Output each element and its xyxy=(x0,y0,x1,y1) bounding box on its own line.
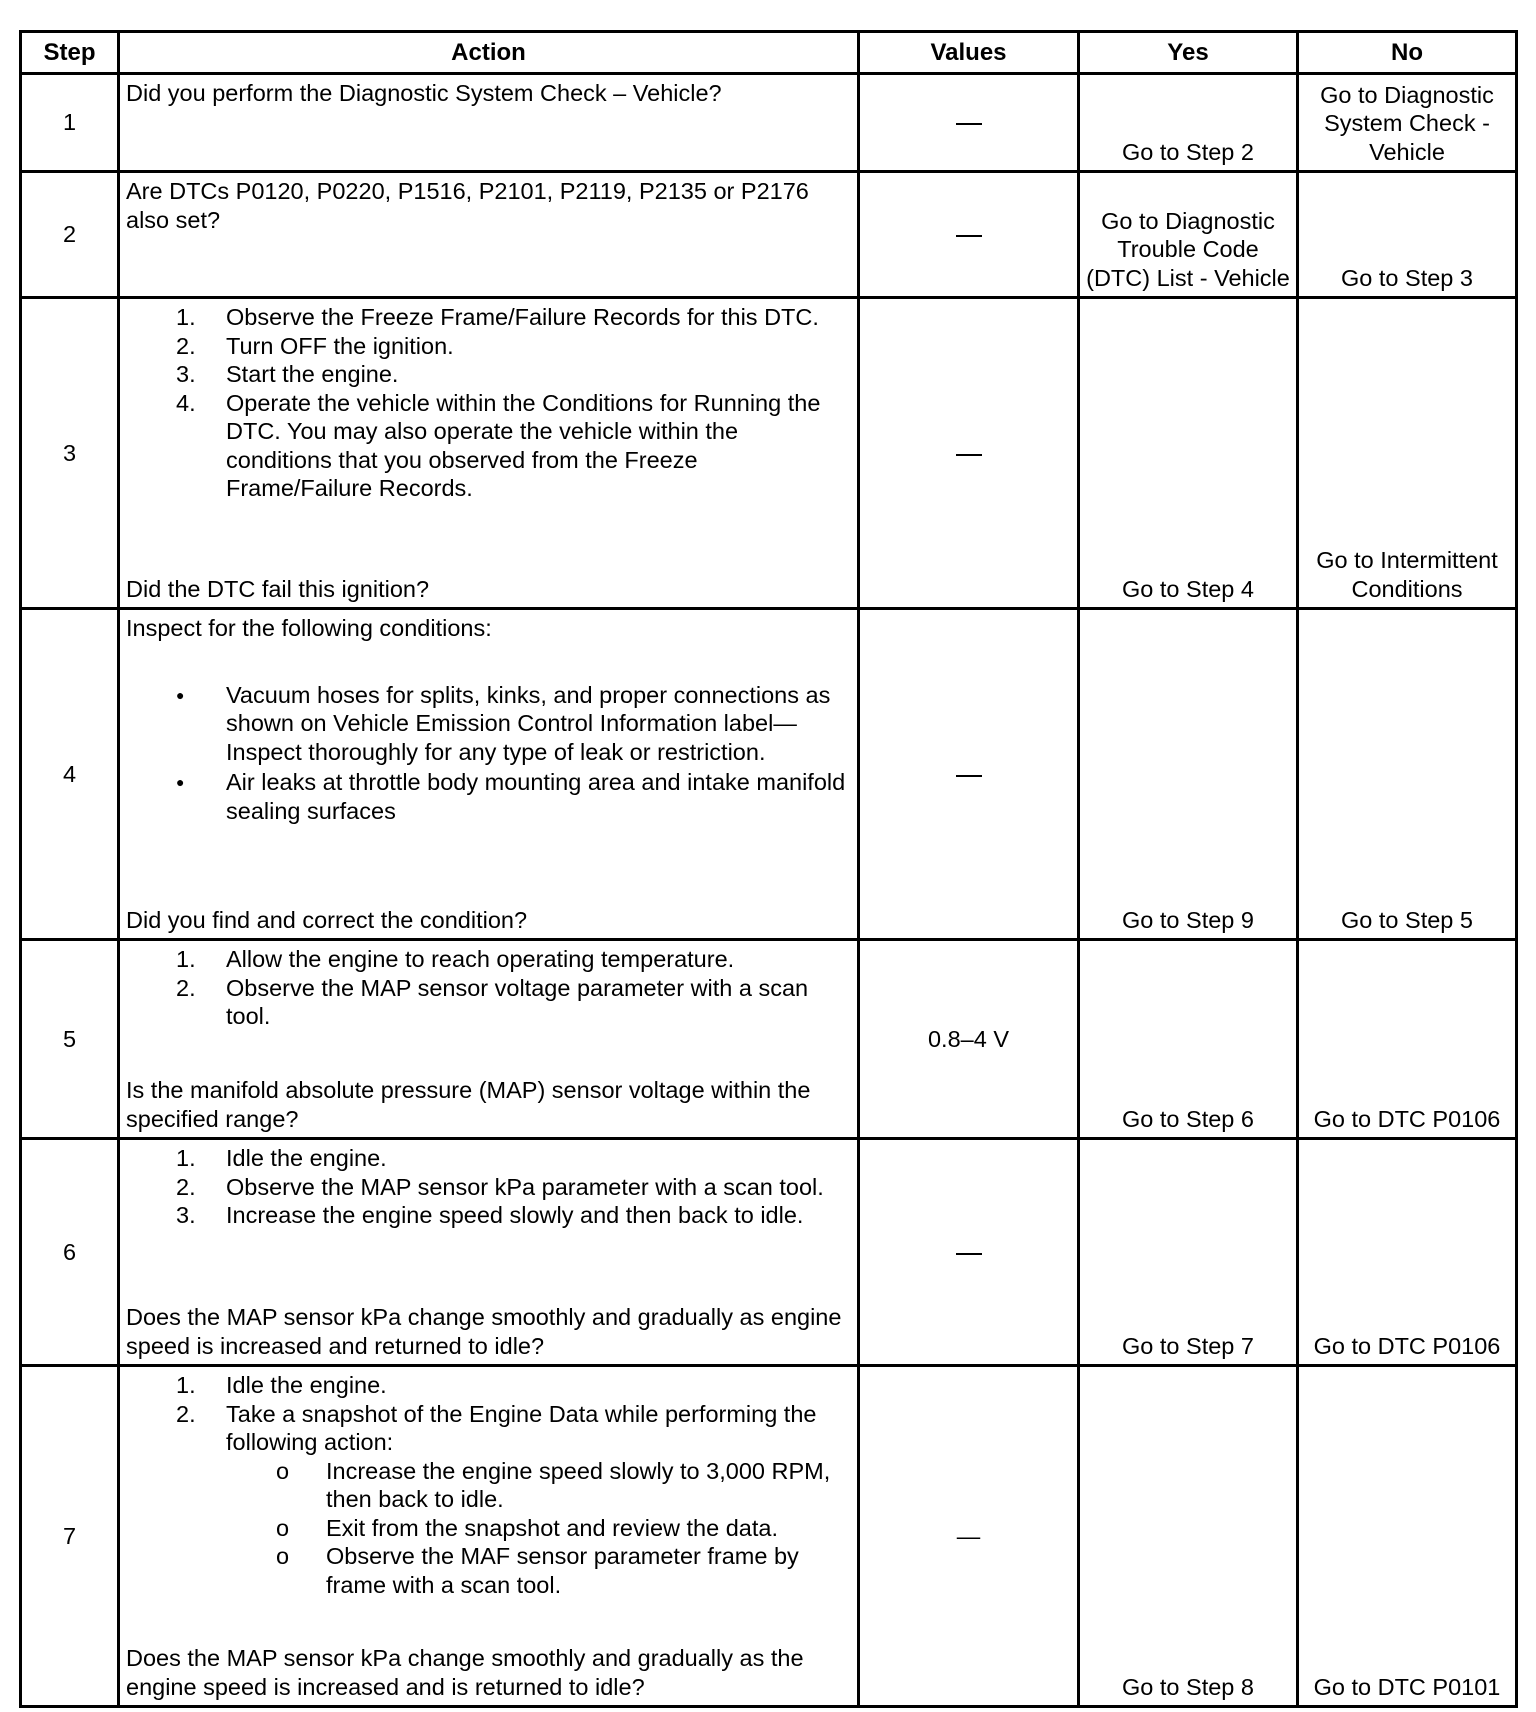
procedure-list xyxy=(126,945,847,1031)
value-dash xyxy=(956,454,982,456)
procedure-item: Increase the engine speed slowly and then back to idle. xyxy=(226,1202,804,1228)
value-cell xyxy=(859,298,1079,609)
header-action: Action xyxy=(119,32,859,74)
step-number: 4 xyxy=(21,609,119,940)
procedure-item: Idle the engine. xyxy=(226,1372,387,1398)
value-cell xyxy=(859,172,1079,298)
sub-action-item: o Increase the engine speed slowly to 3,000 RPM, then back to idle. xyxy=(326,1457,847,1514)
procedure-item: Turn OFF the ignition. xyxy=(226,332,454,359)
sub-action-item: o Observe the MAF sensor parameter frame by frame with a scan tool. xyxy=(326,1542,847,1599)
step-number: 6 xyxy=(21,1139,119,1366)
yes-cell: Go to Step 9 xyxy=(1079,609,1298,940)
value-cell xyxy=(859,74,1079,172)
no-cell: Go to DTC P0101 xyxy=(1298,1366,1517,1707)
value-cell xyxy=(859,609,1079,940)
action-cell xyxy=(119,1139,859,1366)
procedure-item: Start the engine. xyxy=(226,361,399,387)
value-cell xyxy=(859,1139,1079,1366)
no-cell: Go to Step 5 xyxy=(1298,609,1517,940)
procedure-list xyxy=(126,1371,847,1599)
action-cell xyxy=(119,298,859,609)
header-step: Step xyxy=(21,32,119,74)
table-row-step-6 xyxy=(21,1139,1517,1366)
diagnostic-table xyxy=(19,30,1518,1708)
step-number: 5 xyxy=(21,940,119,1139)
value-dash xyxy=(956,1253,982,1255)
condition-item: ● Air leaks at throttle body mounting area and intake manifold sealing surfaces xyxy=(226,768,847,825)
table-row-step-1 xyxy=(21,74,1517,172)
procedure-item: Observe the MAP sensor voltage parameter with a scan tool. xyxy=(226,974,809,1029)
action-cell xyxy=(119,940,859,1139)
sub-action-item: o Exit from the snapshot and review the data. xyxy=(326,1514,847,1543)
action-cell xyxy=(119,74,859,172)
question-text: Does the MAP sensor kPa change smoothly and gradually as the engine speed is increased and is returned to idle? xyxy=(126,1645,804,1700)
table-row-step-2 xyxy=(21,172,1517,298)
no-cell: Go to Step 3 xyxy=(1298,172,1517,298)
yes-cell: Go to Step 7 xyxy=(1079,1139,1298,1366)
header-values: Values xyxy=(859,32,1079,74)
table-row-step-7 xyxy=(21,1366,1517,1707)
value-cell: 0.8–4 V xyxy=(859,940,1079,1139)
value-dash xyxy=(956,775,982,777)
step-number: 2 xyxy=(21,172,119,298)
procedure-item: Idle the engine. xyxy=(226,1145,387,1171)
no-cell: Go to DTC P0106 xyxy=(1298,940,1517,1139)
yes-cell: Go to Step 8 xyxy=(1079,1366,1298,1707)
table-row-step-4 xyxy=(21,609,1517,940)
header-no: No xyxy=(1298,32,1517,74)
inspect-intro: Inspect for the following conditions: xyxy=(126,615,492,641)
value-cell: — xyxy=(859,1366,1079,1707)
action-cell xyxy=(119,609,859,940)
procedure-item: Observe the MAP sensor kPa parameter with a scan tool. xyxy=(226,1173,824,1200)
question-text: Did the DTC fail this ignition? xyxy=(126,575,430,602)
procedure-item xyxy=(226,1400,847,1600)
procedure-item-text: Take a snapshot of the Engine Data while performing the following action: xyxy=(226,1400,817,1455)
question-text: Does the MAP sensor kPa change smoothly and gradually as engine speed is increased and returned to idle? xyxy=(126,1304,842,1359)
question-text: Did you find and correct the condition? xyxy=(126,906,528,933)
condition-item: ● Vacuum hoses for splits, kinks, and proper connections as shown on Vehicle Emission Control Information label—Inspect thoroughly for any type of leak or restriction. xyxy=(226,681,847,767)
table-row-step-5 xyxy=(21,940,1517,1139)
procedure-item: Allow the engine to reach operating temperature. xyxy=(226,946,735,972)
procedure-item: Observe the Freeze Frame/Failure Records for this DTC. xyxy=(226,304,819,330)
no-cell: Go to DTC P0106 xyxy=(1298,1139,1517,1366)
condition-list xyxy=(126,681,847,828)
header-row xyxy=(21,32,1517,74)
value-dash xyxy=(956,235,982,237)
procedure-item: Operate the vehicle within the Conditions for Running the DTC. You may also operate the vehicle within the conditions that you observed from the Freeze Frame/Failure Records. xyxy=(226,389,821,501)
action-cell xyxy=(119,1366,859,1707)
question-text: Is the manifold absolute pressure (MAP) sensor voltage within the specified range? xyxy=(126,1077,811,1132)
procedure-list xyxy=(126,1144,847,1230)
action-cell xyxy=(119,172,859,298)
procedure-list xyxy=(126,303,847,503)
no-cell: Go to Intermittent Conditions xyxy=(1298,298,1517,609)
yes-cell: Go to Step 2 xyxy=(1079,74,1298,172)
yes-cell: Go to Diagnostic Trouble Code (DTC) List - Vehicle xyxy=(1079,172,1298,298)
step-number: 1 xyxy=(21,74,119,172)
step-number: 3 xyxy=(21,298,119,609)
header-yes: Yes xyxy=(1079,32,1298,74)
sub-action-list xyxy=(226,1457,847,1600)
no-cell: Go to Diagnostic System Check - Vehicle xyxy=(1298,74,1517,172)
question-text: Did you perform the Diagnostic System Check – Vehicle? xyxy=(126,80,722,106)
value-dash xyxy=(956,123,982,125)
table-row-step-3 xyxy=(21,298,1517,609)
yes-cell: Go to Step 4 xyxy=(1079,298,1298,609)
question-text: Are DTCs P0120, P0220, P1516, P2101, P2119, P2135 or P2176 also set? xyxy=(126,178,809,233)
yes-cell: Go to Step 6 xyxy=(1079,940,1298,1139)
step-number: 7 xyxy=(21,1366,119,1707)
